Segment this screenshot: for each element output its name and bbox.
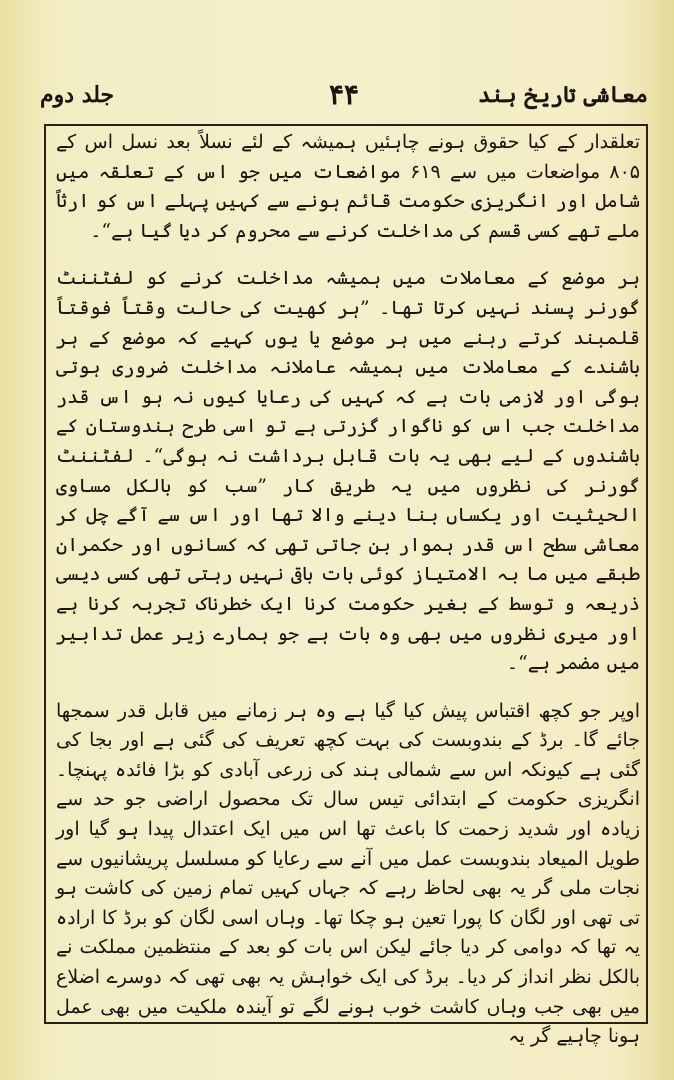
paragraph-2: ہر موضع کے معاملات میں ہمیشہ مداخلت کرنے کو لفٹننٹ گورنر پسند نہیں کرتا تھا۔ ”ہر کھیت کی حالت وقتاً فوقتاً قلمبند کرتے رہنے میں ہر موضع یا یوں کہیے کہ موضع کے ہر باشندے کے معاملات میں ہمیشہ عاملانہ مداخلت ضروری ہوتی ہوگی اور لازمی بات ہے کہ کہیں کی رعایا کیوں نہ ہو اس قدر مداخلت جب اس کو ناگوار گزرتی ہے تو اسی طرح ہندوستان کے باشندوں کے لیے بھی یہ بات قابل برداشت نہ ہوگی“۔ لفٹننٹ گورنر کی نظروں میں یہ طریق کار ”سب کو بالکل مساوی الحیثیت اور یکساں بنا دینے والا تھا اور اس سے آگے چل کر معاشی سطح اس قدر ہموار بن جاتی تھی کہ کسانوں اور حکمران طبقے میں ما بہ الامتیاز کوئی بات باقی نہیں رہتی تھی کسی دیسی ذریعہ و توسط کے بغیر حکومت کرنا ایک خطرناک تجربہ کرنا ہے اور میری نظروں میں بھی وہ بات ہے جو ہمارے زیر عمل تدابیر میں مضمر ہے“۔ <box>56 267 640 675</box>
paragraph-1: تعلقدار کے کیا حقوق ہونے چاہئیں ہمیشہ کے لئے نسلاً بعد نسل اس کے ۸۰۵ مواضعات میں سے ۶۱۹ مواضعات میں جو اس کے تعلقہ میں شامل اور انگریزی حکومت قائم ہونے سے کہیں پہلے اس کو ارثاً ملے تھے کسی قسم کی مداخلت کرنے سے محروم کر دیا گیا ہے“۔ <box>56 131 640 242</box>
page-number: ۴۴ <box>328 78 360 111</box>
paragraph-3: اوپر جو کچھ اقتباس پیش کیا گیا ہے وہ ہر زمانے میں قابل قدر سمجھا جائے گا۔ برڈ کے بندوبست کی بہت کچھ تعریف کی گئی ہے اور بجا کی گئی ہے کیونکہ اس سے شمالی ہند کی زرعی آبادی کو بڑا فائدہ پہنچا۔ انگریزی حکومت کے ابتدائی تیس سال تک محصول اراضی جو حد سے زیادہ اور شدید زحمت کا باعث تھا اس میں ایک اعتدال پیدا ہو گیا اور طویل المیعاد بندوبست عمل میں آنے سے رعایا کو مسلسل پریشانیوں سے نجات ملی گر یہ بھی لحاظ رہے کہ جہاں کہیں تمام زمین کی کاشت ہو تی تھی اور لگان کا پورا تعین ہو چکا تھا۔ وہاں اسی لگان کو برڈ کا ارادہ یہ تھا کہ دوامی کر دیا جائے لیکن اس بات کو بعد کے منتظمین مملکت نے بالکل نظر انداز کر دیا۔ برڈ کی ایک خواہش یہ بھی تھی کہ دوسرے اضلاع میں بھی جب وہاں کاشت خوب ہونے لگے تو آیندہ ملکیت میں بھی عمل ہونا چاہیے گر یہ <box>56 699 640 1048</box>
body-text <box>56 128 640 1048</box>
book-title: معاشی تاریخ ہند <box>477 82 648 108</box>
page-header <box>40 78 648 122</box>
volume-label: جلد دوم <box>40 82 115 108</box>
